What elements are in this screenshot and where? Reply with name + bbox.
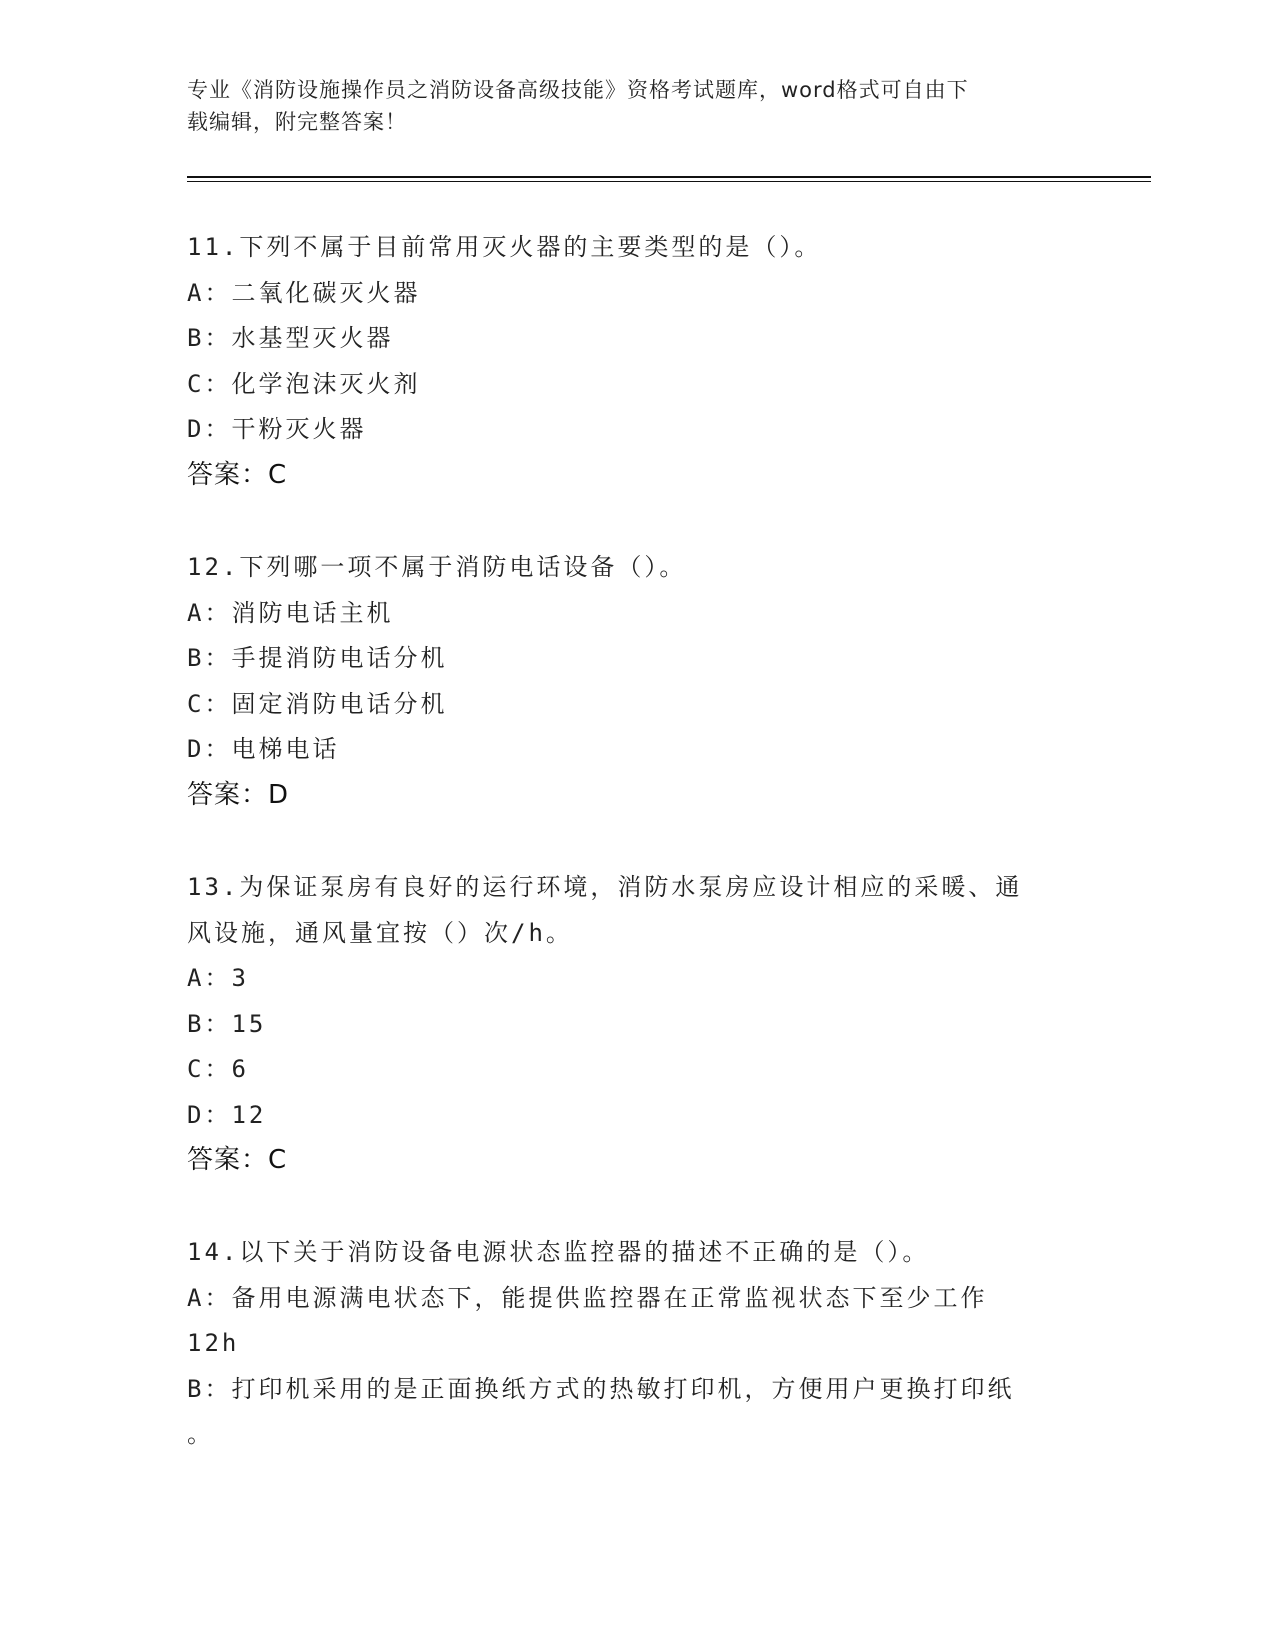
- question-stem-line: 风设施，通风量宜按（）次/h。: [187, 918, 573, 947]
- question-13: [187, 865, 1087, 1184]
- question-stem-line: 12.下列哪一项不属于消防电话设备（）。: [187, 553, 687, 581]
- option-b: B：手提消防电话分机: [187, 644, 448, 672]
- option-b: B：水基型灭火器: [187, 324, 394, 352]
- question-stem: [187, 1230, 1087, 1276]
- option-c: C：化学泡沫灭火剂: [187, 369, 421, 398]
- header-divider-thin: [187, 181, 1151, 182]
- option-c: C：固定消防电话分机: [187, 689, 448, 718]
- question-stem: [187, 865, 1087, 956]
- option-a: A：3: [187, 964, 249, 992]
- option-d: D：干粉灭火器: [187, 415, 367, 443]
- option-a: A：备用电源满电状态下，能提供监控器在正常监视状态下至少工作: [187, 1283, 988, 1312]
- option-d: D：12: [187, 1100, 267, 1129]
- document-header: [187, 74, 1067, 138]
- question-stem: [187, 545, 1087, 591]
- header-divider-thick: [187, 176, 1151, 178]
- option-b-continued: 。: [187, 1420, 214, 1448]
- header-line-1: 专业《消防设施操作员之消防设备高级技能》资格考试题库，word格式可自由下: [187, 78, 969, 102]
- option-c: C：6: [187, 1055, 249, 1083]
- option-a: A：消防电话主机: [187, 598, 394, 627]
- answer: 答案：C: [187, 459, 288, 490]
- header-line-2: 载编辑，附完整答案！: [187, 110, 407, 134]
- answer: 答案：C: [187, 1145, 288, 1175]
- option-a-continued: 12h: [187, 1329, 240, 1357]
- question-stem-line: 11.下列不属于目前常用灭火器的主要类型的是（）。: [187, 233, 822, 261]
- answer: 答案：D: [187, 779, 290, 810]
- question-stem-line: 13.为保证泵房有良好的运行环境，消防水泵房应设计相应的采暖、通: [187, 873, 1023, 901]
- option-a: A：二氧化碳灭火器: [187, 278, 421, 307]
- option-b: B：打印机采用的是正面换纸方式的热敏打印机，方便用户更换打印纸: [187, 1374, 1015, 1403]
- question-stem-line: 14.以下关于消防设备电源状态监控器的描述不正确的是（）。: [187, 1238, 930, 1266]
- question-stem: [187, 225, 1087, 271]
- option-b: B：15: [187, 1009, 267, 1038]
- question-11: [187, 225, 1087, 498]
- question-12: [187, 545, 1087, 818]
- option-d: D：电梯电话: [187, 735, 340, 763]
- question-14: [187, 1230, 1087, 1458]
